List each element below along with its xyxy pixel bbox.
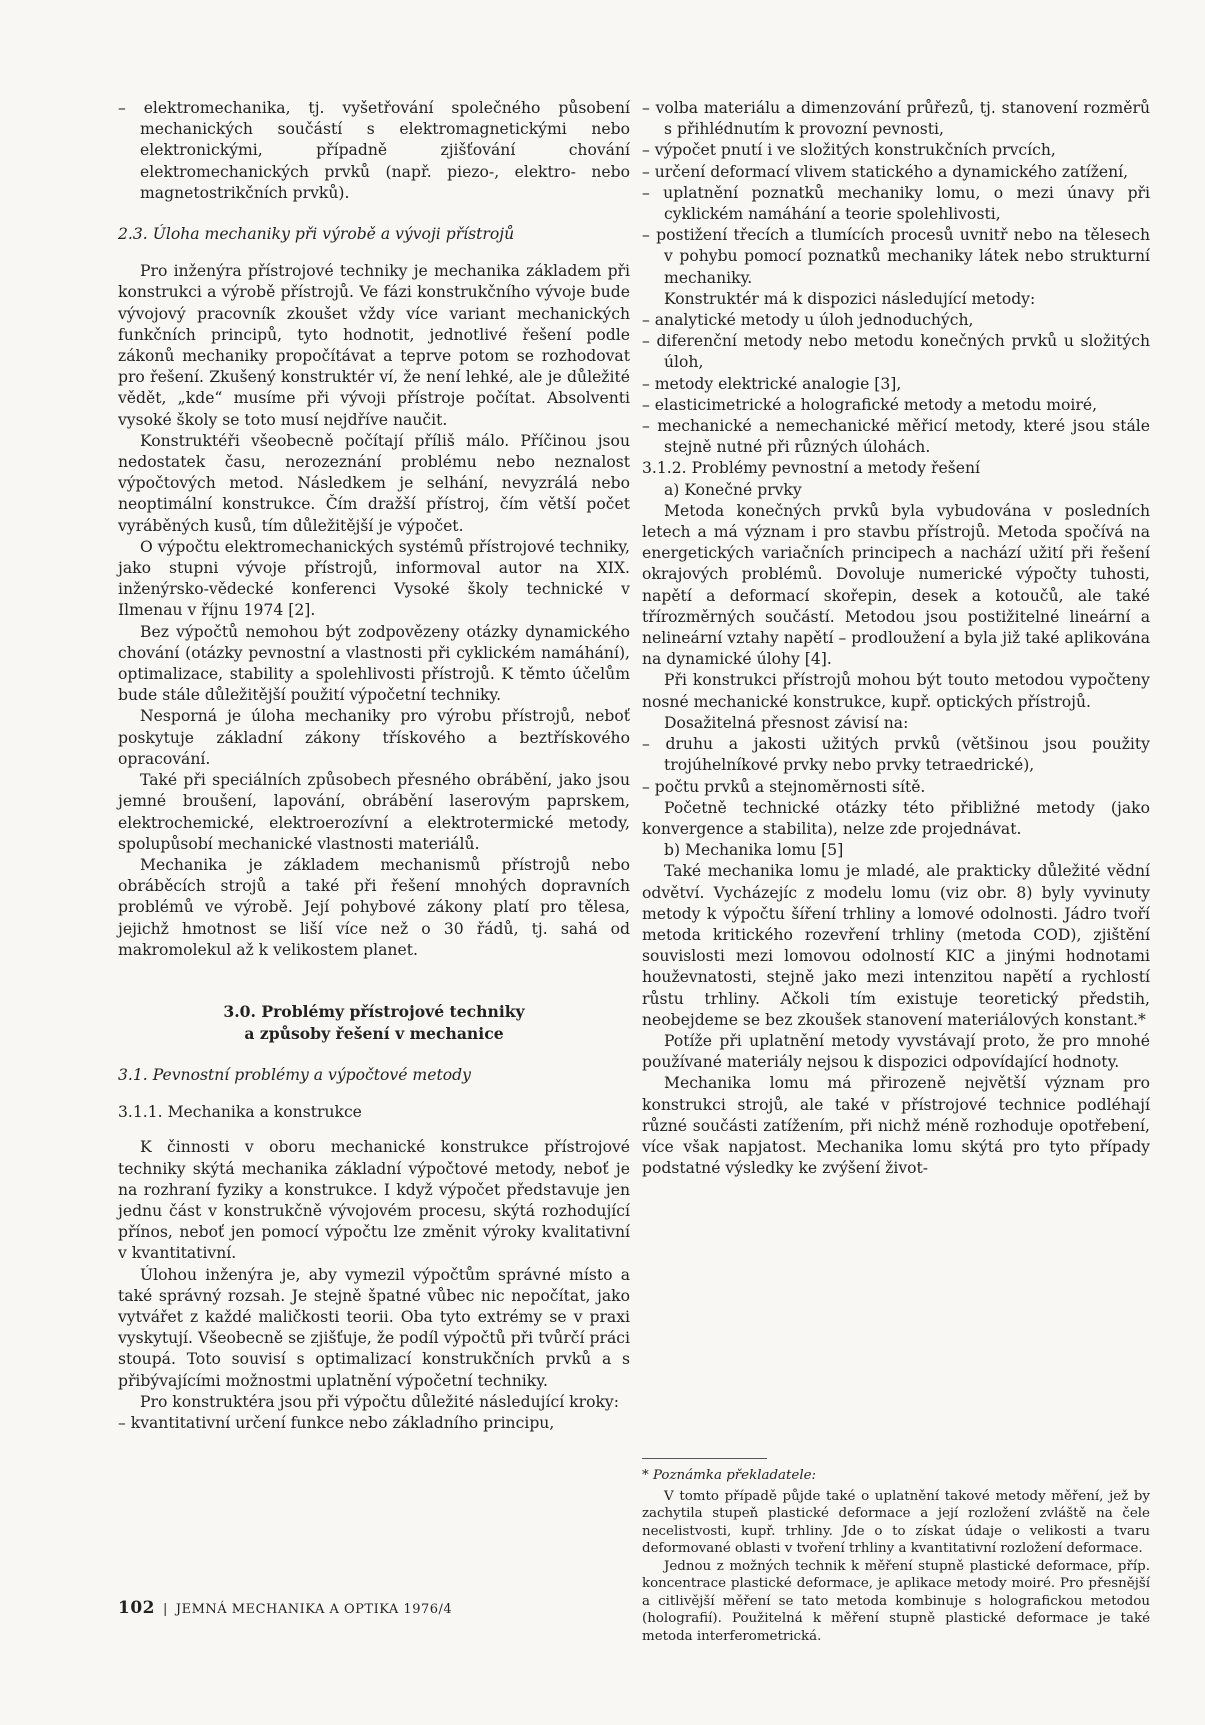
list-item: – analytické metody u úloh jednoduchých,: [642, 311, 974, 330]
subsection-heading: 3.1.2. Problémy pevnostní a metody řešení: [642, 459, 980, 478]
paragraph: K činnosti v oboru mechanické konstrukce přístrojové techniky skýtá mechanika základní výpočtové metody, neboť je na rozhraní fyziky a konstrukce. I když výpočet představuje jen jednu část v konstrukčně vývojovém procesu, skýtá rozhodující přínos, neboť jen pomocí výpočtu lze změnit výroky kvalitativní v kvantitativní.: [118, 1138, 630, 1263]
list-item: – uplatnění poznatků mechaniky lomu, o mezi únavy při cyklickém namáhání a teorie spolehlivosti,: [642, 183, 1150, 224]
chapter-heading-line: a způsoby řešení v mechanice: [244, 1023, 504, 1043]
list-item: – kvantitativní určení funkce nebo základního principu,: [118, 1413, 555, 1432]
section-heading: 3.1. Pevnostní problémy a výpočtové metody: [118, 1065, 471, 1084]
footnote-rule: [642, 1458, 767, 1459]
section-heading: 2.3. Úloha mechaniky při výrobě a vývoji přístrojů: [118, 225, 515, 244]
footnote-paragraph: Jednou z možných technik k měření stupně plastické deformace, příp. koncentrace plastické deformace, je aplikace metody moiré. Pro přesnější a citlivější měření se tato metoda kombinuje s holografickou metodou (holografií). Použitelná k měření stupně plastické deformace je také metoda interferometrická.: [642, 1558, 1150, 1644]
footnote-title: * Poznámka překladatele:: [642, 1468, 817, 1483]
paragraph: a) Konečné prvky: [664, 480, 802, 499]
list-item: – postižení třecích a tlumících procesů uvnitř nebo na tělesech v pohybu pomocí poznatků mechaniky látek nebo strukturní mechaniky.: [642, 226, 1150, 287]
list-item: – elektromechanika, tj. vyšetřování společného působení mechanických součástí s elektromagnetickými nebo elektronickými, případně zjišťování chování elektromechanických prvků (např. piezo-, elektro- nebo magnetostrikčních prvků).: [118, 99, 630, 202]
chapter-heading-line: 3.0. Problémy přístrojové techniky: [223, 1001, 525, 1021]
paragraph: Pro konstruktéra jsou při výpočtu důležité následující kroky:: [140, 1392, 619, 1411]
paragraph: Konstruktér má k dispozici následující metody:: [664, 289, 1036, 308]
list-item: – diferenční metody nebo metodu konečných prvků u složitých úloh,: [642, 332, 1150, 372]
paragraph: Dosažitelná přesnost závisí na:: [664, 713, 909, 732]
list-item: – určení deformací vlivem statického a dynamického zatížení,: [642, 162, 1129, 181]
page-number: 102: [118, 1598, 155, 1618]
translator-footnote: [642, 1458, 1150, 1645]
list-item: – výpočet pnutí i ve složitých konstrukčních prvcích,: [642, 141, 1056, 160]
list-item: – elasticimetrické a holografické metody a metodu moiré,: [642, 395, 1098, 414]
footnote-paragraph: V tomto případě půjde také o uplatnění takové metody měření, jež by zachytila stupeň plastické deformace a její rozložení zvláště na čele necelistvosti, kupř. trhliny. Jde o to získat údaje o velikosti a tvaru deformované oblasti v tvoření trhliny a kvantitativní rozložení deformace.: [642, 1488, 1150, 1556]
footer-separator: |: [163, 1602, 168, 1617]
left-column: [118, 98, 630, 1434]
paragraph: Také při speciálních způsobech přesného obrábění, jako jsou jemné broušení, lapování, obrábění laserovým paprskem, elektrochemické, elektroerozívní a elektrotermické metody, spolupůsobí mechanické vlastnosti materiálů.: [118, 771, 630, 853]
paragraph: Úlohou inženýra je, aby vymezil výpočtům správné místo a také správný rozsah. Je stejně špatné vůbec nic nepočítat, jako vytvářet z každé maličkosti teorii. Oba tyto extrémy se v praxi vyskytují. Všeobecně se zjišťuje, že podíl výpočtů při tvůrčí práci stoupá. Toto souvisí s optimalizací konstrukčních prvků a s přibývajícími možnostmi uplatnění výpočetní techniky.: [118, 1265, 630, 1390]
paragraph: Nesporná je úloha mechaniky pro výrobu přístrojů, neboť poskytuje základní zákony třískového a beztřískového opracování.: [118, 707, 630, 768]
paragraph: b) Mechanika lomu [5]: [664, 841, 844, 860]
subsection-heading: 3.1.1. Mechanika a konstrukce: [118, 1103, 362, 1122]
paragraph: Metoda konečných prvků byla vybudována v posledních letech a má význam i pro stavbu přístrojů. Metoda spočívá na energetických variačních principech a nachází užití při řešení okrajových problémů. Dovoluje numerické výpočty tuhosti, napětí a deformací skořepin, desek a kotoučů, ale také třírozměrných součástí. Metodou jsou postižitelné lineární a nelineární vztahy napětí – prodloužení a byla již také aplikována na dynamické úlohy [4].: [642, 501, 1150, 669]
right-column: [642, 98, 1150, 1179]
chapter-heading: [118, 1001, 630, 1045]
paragraph: Také mechanika lomu je mladé, ale prakticky důležité vědní odvětví. Vycházejíc z modelu lomu (viz obr. 8) byly vyvinuty metody k výpočtu šíření trhliny a lomové odolnosti. Jádro tvoří metoda kritického rozevření trhliny (metoda COD), zjištění souvislosti mezi lomovou odolností KIC a jinými hodnotami houževnatosti, stejně jako mezi intenzitou napětí a rychlostí růstu trhliny. Ačkoli tím existuje teoretický předstih, neobejdeme se bez zkoušek stanovení materiálových konstant.*: [642, 862, 1150, 1029]
paragraph: Potíže při uplatnění metody vyvstávají proto, že pro mnohé používané materiály nejsou k dispozici odpovídající hodnoty.: [642, 1031, 1150, 1072]
paragraph: Při konstrukci přístrojů mohou být touto metodou vypočteny nosné mechanické konstrukce, kupř. optických přístrojů.: [642, 671, 1150, 711]
paragraph: Mechanika je základem mechanismů přístrojů nebo obráběcích strojů a také při řešení mnohých dopravních problémů ve výrobě. Její pohybové zákony platí pro tělesa, jejichž hmotnost se liší více než o 30 řádů, tj. sahá od makromolekul až k velikostem planet.: [118, 855, 630, 959]
list-item: – volba materiálu a dimenzování průřezů, tj. stanovení rozměrů s přihlédnutím k provozní pevnosti,: [642, 99, 1150, 139]
page-footer: [118, 1598, 452, 1618]
paragraph: Početně technické otázky této přibližné metody (jako konvergence a stabilita), nelze zde projednávat.: [642, 798, 1150, 838]
journal-name: JEMNÁ MECHANIKA A OPTIKA 1976/4: [175, 1602, 453, 1617]
paragraph: Mechanika lomu má přirozeně největší význam pro konstrukci strojů, ale také v přístrojové technice podléhají různé součásti zatížením, při nichž méně rozhoduje opotřebení, více však napjatost. Mechanika lomu skýtá pro tyto případy podstatné výsledky ke zvýšení život-: [642, 1074, 1150, 1178]
paragraph: Konstruktéři všeobecně počítají příliš málo. Příčinou jsou nedostatek času, nerozeznání problému nebo neznalost výpočtových metod. Následkem je selhání, nevyzrálá nebo neoptimální konstrukce. Čím dražší přístroj, čím větší počet vyráběných kusů, tím důležitější je výpočet.: [118, 431, 630, 535]
paragraph: O výpočtu elektromechanických systémů přístrojové techniky, jako stupni vývoje přístrojů, informoval autor na XIX. inženýrsko-vědecké konferenci Vysoké školy technické v Ilmenau v říjnu 1974 [2].: [118, 537, 630, 620]
paragraph: Bez výpočtů nemohou být zodpovězeny otázky dynamického chování (otázky pevnostní a vlastnosti při cyklickém namáhání), optimalizace, stability a spolehlivosti přístrojů. K těmto účelům bude stále důležitější použití výpočetní techniky.: [118, 622, 630, 705]
list-item: – metody elektrické analogie [3],: [642, 374, 902, 393]
list-item: – druhu a jakosti užitých prvků (většinou jsou použity trojúhelníkové prvky nebo prvky tetraedrické),: [642, 735, 1150, 775]
list-item: – počtu prvků a stejnoměrnosti sítě.: [642, 777, 926, 796]
list-item: – mechanické a nemechanické měřicí metody, které jsou stále stejně nutné při různých úlohách.: [642, 417, 1150, 457]
paragraph: Pro inženýra přístrojové techniky je mechanika základem při konstrukci a výrobě přístrojů. Ve fázi konstrukčního vývoje bude vývojový pracovník zkoušet vždy více variant mechanických funkčních principů, tyto hodnotit, jednotlivé řešení podle zákonů mechaniky propočítávat a teprve potom se rozhodovat pro řešení. Zkušený konstruktér ví, že není lehké, ale je důležité vědět, „kde“ musíme při vývoji přístroje počítat. Absolventi vysoké školy se toto musí nejdříve naučit.: [118, 262, 630, 429]
